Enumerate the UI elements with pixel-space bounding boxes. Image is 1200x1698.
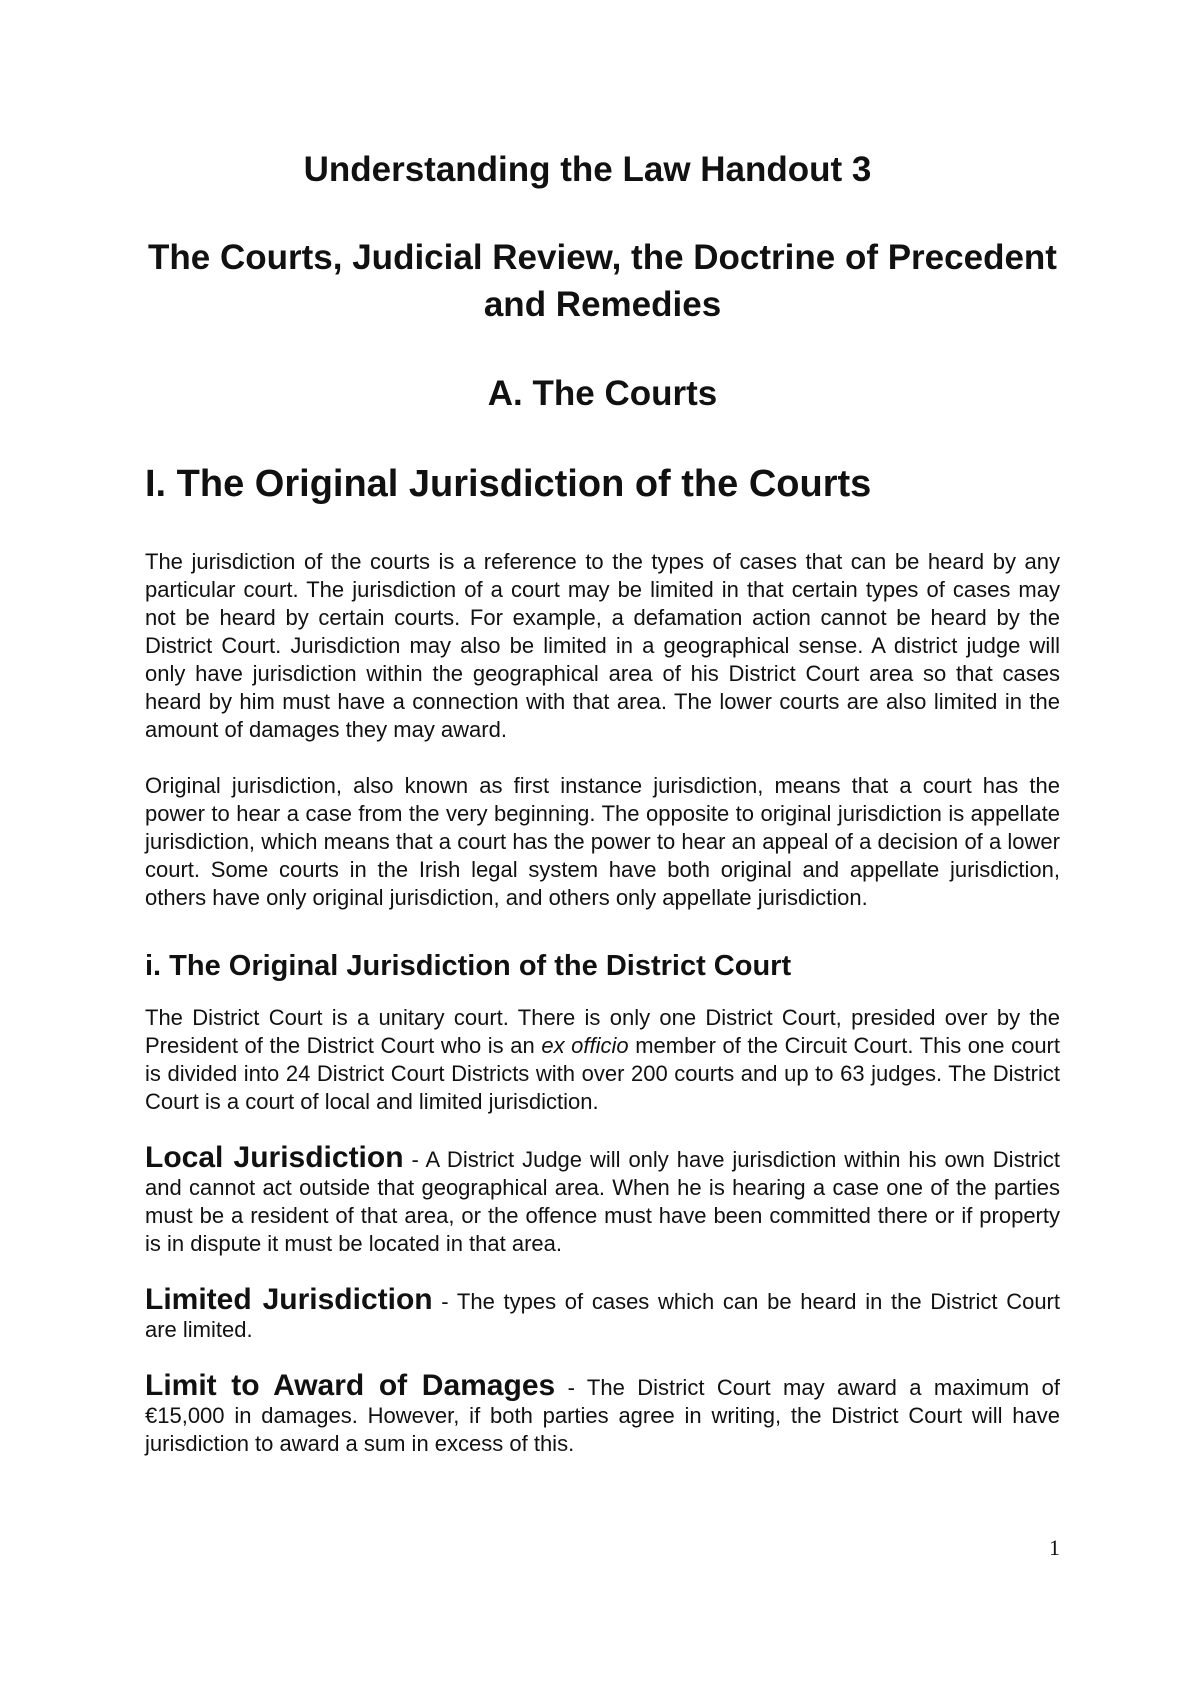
paragraph-original-jurisdiction: Original jurisdiction, also known as first instance jurisdiction, means that a court has the power to hear a case from the very beginning. The opposite to original jurisdiction is appellate jurisdiction, which means that a court has the power to hear an appeal of a decision of a lower court. Some courts in the Irish legal system have both original and appellate jurisdiction, others have only original jurisdiction, and others only appellate jurisdiction. (145, 773, 1060, 910)
damages-limit-paragraph (145, 1369, 1060, 1458)
section-heading-original-jurisdiction: I. The Original Jurisdiction of the Courts (145, 463, 872, 505)
paragraph-district-court-text-1: The District Court is a unitary court. There is only one District Court, presided over by the President of the District Court who is an (145, 1005, 1060, 1058)
damages-limit-term: Limit to Award of Damages (145, 1369, 556, 1402)
paragraph-district-court-text-2: member of the Circuit Court. This one court is divided into 24 District Court Districts with over 200 courts and up to 63 judges. The District Court is a court of local and limited jurisdiction. (145, 1033, 1060, 1114)
local-jurisdiction-term: Local Jurisdiction (145, 1141, 404, 1174)
document-subtitle: The Courts, Judicial Review, the Doctrine of Precedent and Remedies (148, 238, 1057, 324)
page-number: 1 (1049, 1535, 1060, 1560)
local-jurisdiction-text: - A District Judge will only have jurisdiction within his own District and cannot act outside that geographical area. When he is hearing a case one of the parties must be a resident of that area, or the offence must have been committed there or if property is in dispute it must be located in that area. (145, 1147, 1061, 1256)
damages-limit-text: - The District Court may award a maximum of €15,000 in damages. However, if both parties agree in writing, the District Court will have jurisdiction to award a sum in excess of this. (145, 1375, 1060, 1456)
paragraph-jurisdiction-definition: The jurisdiction of the courts is a reference to the types of cases that can be heard by any particular court. The jurisdiction of a court may be limited in that certain types of cases may not be heard by certain courts. For example, a defamation action cannot be heard by the District Court. Jurisdiction may also be limited in a geographical sense. A district judge will only have jurisdiction within the geographical area of his District Court area so that cases heard by him must have a connection with that area. The lower courts are also limited in the amount of damages they may award. (145, 549, 1060, 742)
ex-officio-term: ex officio (541, 1033, 629, 1058)
limited-jurisdiction-text: - The types of cases which can be heard in the District Court are limited. (145, 1289, 1060, 1342)
limited-jurisdiction-term: Limited Jurisdiction (145, 1283, 433, 1316)
limited-jurisdiction-paragraph (145, 1283, 1060, 1344)
page-content (145, 148, 1060, 1458)
document-title: Understanding the Law Handout 3 (303, 150, 872, 189)
subsection-heading-district-court: i. The Original Jurisdiction of the District Court (145, 950, 792, 982)
section-heading-a: A. The Courts (487, 374, 718, 413)
local-jurisdiction-paragraph (145, 1141, 1061, 1258)
paragraph-district-court (145, 1004, 1060, 1116)
